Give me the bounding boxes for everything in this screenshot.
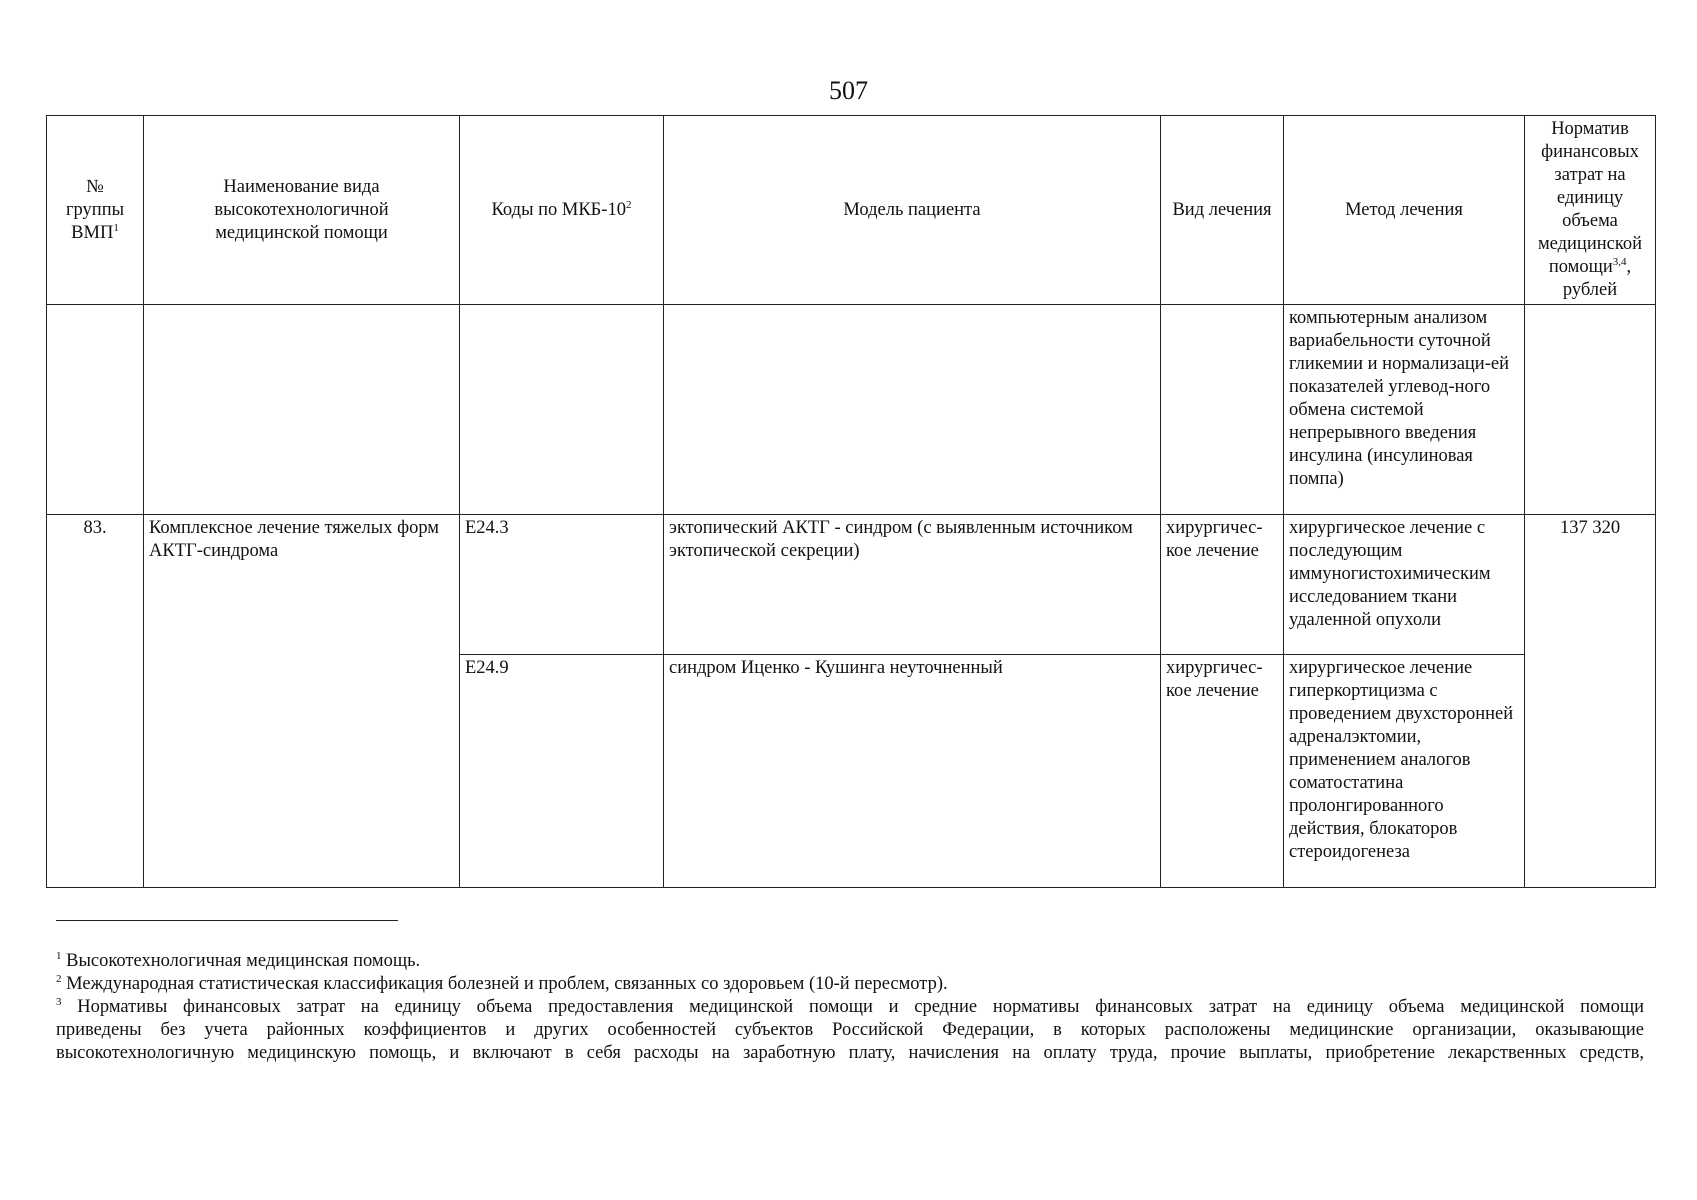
header-name-line1: Наименование вида: [223, 176, 380, 197]
group-number-cell: 83.: [47, 515, 144, 888]
footnote-3-line2: [56, 1019, 1644, 1042]
footnote-ref-3-4: 3,4: [1612, 255, 1627, 268]
header-norm-text: Норматив финансовых затрат на единицу объема медицинской помощи: [1537, 119, 1643, 277]
header-codes-text: Коды по МКБ-10: [491, 199, 626, 220]
cont-type-cell: [1161, 305, 1284, 515]
footnote-3-line3: [56, 1042, 1644, 1065]
cont-model-cell: [664, 305, 1161, 515]
header-model-text: Модель пациента: [843, 199, 981, 220]
header-group-line3: ВМП: [71, 222, 114, 243]
footnote-ref-2: 2: [625, 198, 632, 211]
vmp-table: [46, 115, 1656, 888]
footnote-ref-1: 1: [113, 221, 119, 234]
header-icd-codes: [460, 116, 664, 305]
patient-model-cell: эктопический АКТГ - синдром (с выявленным источником эктопической секреции): [664, 515, 1161, 655]
header-name-line3: медицинской помощи: [215, 222, 388, 243]
treatment-method-cell: хирургическое лечение с последующим иммуногистохимическим исследованием ткани удаленной опухоли: [1284, 515, 1525, 655]
footnote-separator: [56, 920, 398, 921]
cont-method-cell: компьютерным анализом вариабельности суточной гликемии и нормализаци-ей показателей углевод-ного обмена системой непрерывного введения инсулина (инсулиновая помпа): [1284, 305, 1525, 515]
footnote-1-mark: 1: [56, 949, 62, 962]
cont-norm-cell: [1525, 305, 1656, 515]
table-row-83-e24-3: [47, 515, 1656, 655]
table-header-row: [47, 116, 1656, 305]
cont-group-cell: [47, 305, 144, 515]
footnote-1: [56, 950, 1644, 973]
footnote-3-mark: 3: [56, 995, 62, 1008]
icd-code-cell: E24.3: [460, 515, 664, 655]
header-treatment-type: [1161, 116, 1284, 305]
patient-model-cell: синдром Иценко - Кушинга неуточненный: [664, 655, 1161, 888]
header-type-text: Вид лечения: [1172, 199, 1272, 220]
footnote-3-text-2: приведены без учета районных коэффициентов и других особенностей субъектов Российской Федерации, в которых расположены медицинские организации, оказывающие: [56, 1020, 1644, 1040]
icd-code-cell: E24.9: [460, 655, 664, 888]
cont-name-cell: [144, 305, 460, 515]
header-norm-tail: , рублей: [1562, 257, 1632, 300]
footnotes: [56, 950, 1644, 1065]
treatment-type-cell: хирургичес-кое лечение: [1161, 515, 1284, 655]
care-name-cell: Комплексное лечение тяжелых форм АКТГ-синдрома: [144, 515, 460, 888]
header-name-line2: высокотехнологичной: [214, 199, 389, 220]
header-group-number: [47, 116, 144, 305]
header-group-line2: группы: [65, 199, 125, 220]
treatment-method-cell: хирургическое лечение гиперкортицизма с проведением двухсторонней адреналэктомии, применением аналогов соматостатина пролонгированного действия, блокаторов стероидогенеза: [1284, 655, 1525, 888]
header-cost-norm: [1525, 116, 1656, 305]
header-care-name: [144, 116, 460, 305]
footnote-3-line1: [56, 996, 1644, 1019]
header-treatment-method: [1284, 116, 1525, 305]
footnote-2-mark: 2: [56, 972, 62, 985]
header-method-text: Метод лечения: [1345, 199, 1463, 220]
header-patient-model: [664, 116, 1161, 305]
footnote-2: [56, 973, 1644, 996]
footnote-1-text: Высокотехнологичная медицинская помощь.: [66, 951, 421, 971]
footnote-2-text: Международная статистическая классификация болезней и проблем, связанных со здоровьем (10-й пересмотр).: [66, 974, 948, 994]
cost-norm-cell: 137 320: [1525, 515, 1656, 888]
cont-code-cell: [460, 305, 664, 515]
treatment-type-cell: хирургичес-кое лечение: [1161, 655, 1284, 888]
continuation-row: [47, 305, 1656, 515]
header-group-line1: №: [86, 176, 104, 197]
footnote-3-text-1: Нормативы финансовых затрат на единицу объема предоставления медицинской помощи и средние нормативы финансовых затрат на единицу объема медицинской помощи: [77, 997, 1645, 1017]
page-number: 507: [829, 76, 868, 105]
footnote-3-text-3: высокотехнологичную медицинскую помощь, и включают в себя расходы на заработную плату, начисления на оплату труда, прочие выплаты, приобретение лекарственных средств,: [56, 1043, 1644, 1063]
